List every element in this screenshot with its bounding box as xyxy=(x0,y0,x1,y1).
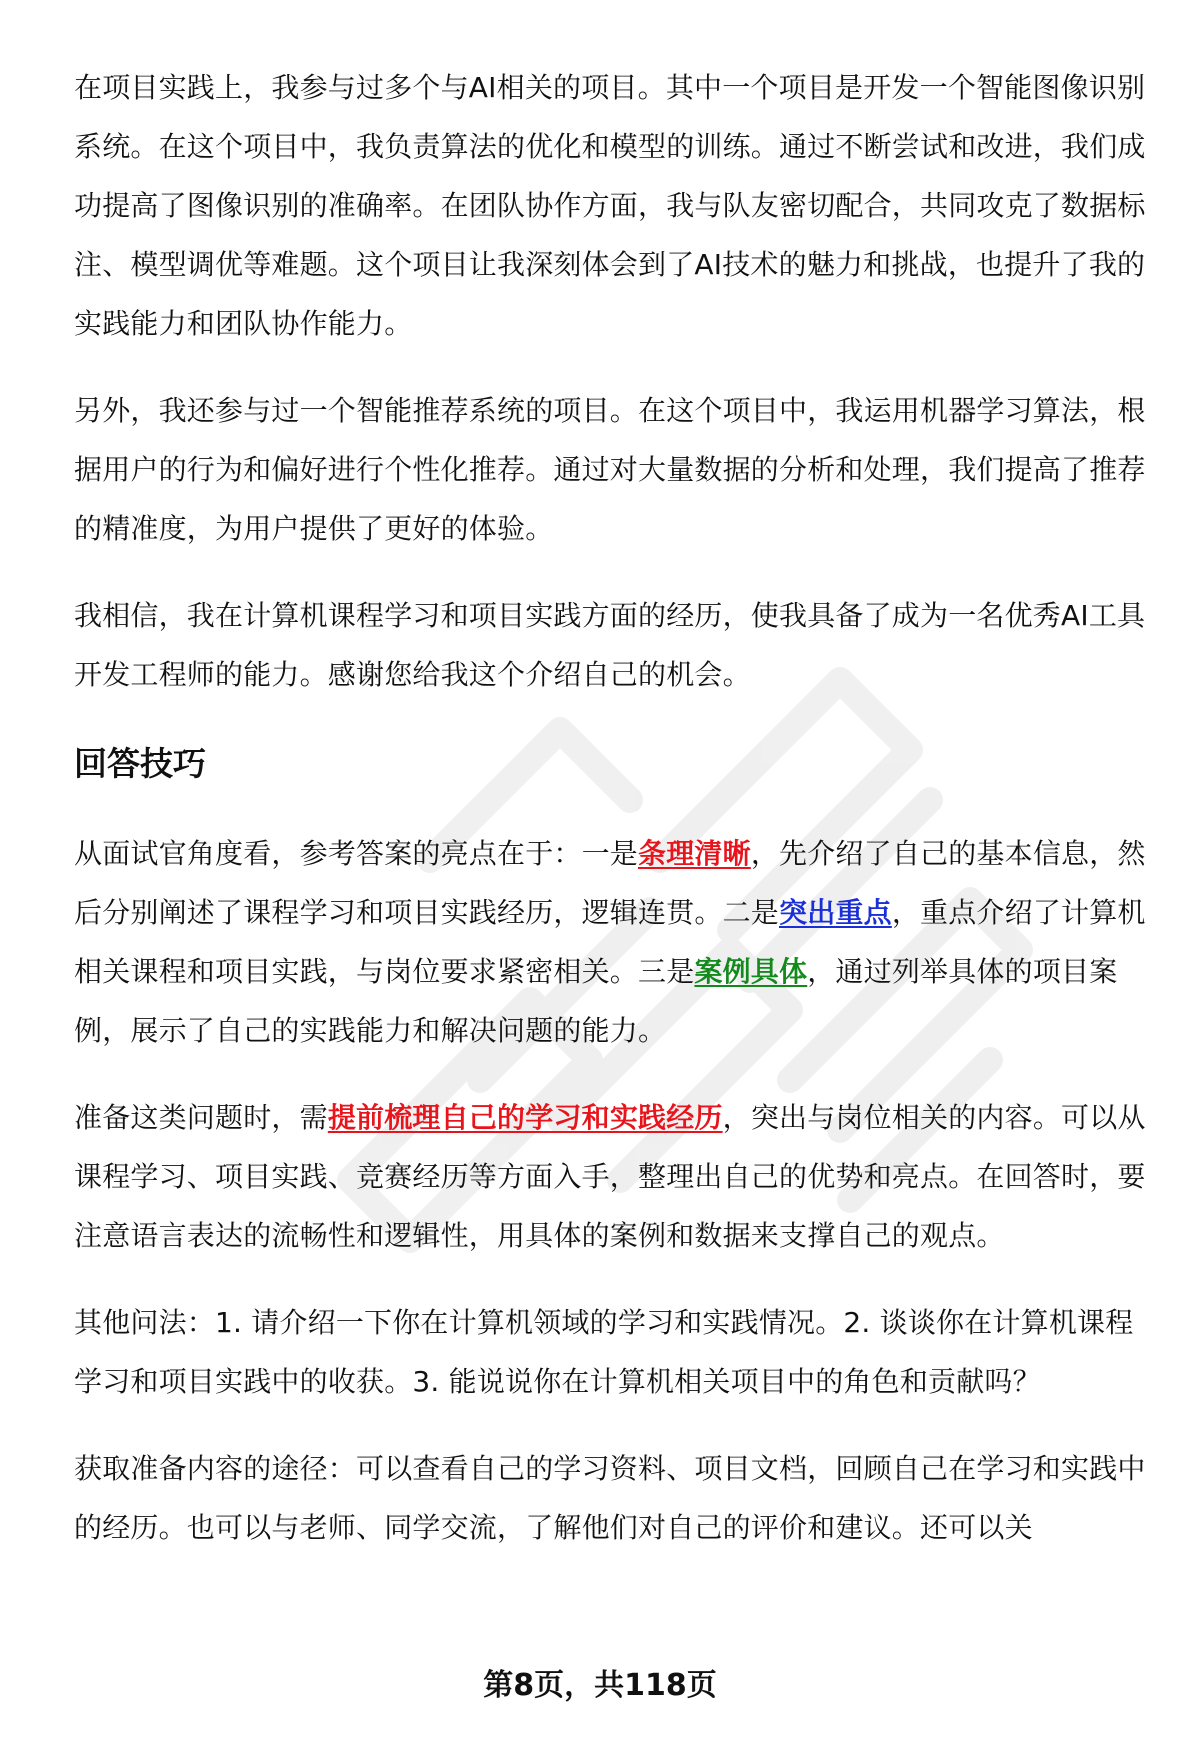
text-segment: ，通过列举具体的项目案例，展示了自己的实践能力和解决问题的能力。 xyxy=(74,955,1118,1047)
page-number: 第8页，共118页 xyxy=(483,1668,717,1703)
paragraph-project-practice: 在项目实践上，我参与过多个与AI相关的项目。其中一个项目是开发一个智能图像识别系统。在这个项目中，我负责算法的优化和模型的训练。通过不断尝试和改进，我们成功提高了图像识别的准确率。在团队协作方面，我与队友密切配合，共同攻克了数据标注、模型调优等难题。这个项目让我深刻体会到了AI技术的魅力和挑战，也提升了我的实践能力和团队协作能力。 xyxy=(74,71,1146,340)
paragraph-preparation xyxy=(74,1088,1154,1265)
text-segment: 从面试官角度看，参考答案的亮点在于：一是 xyxy=(74,837,639,870)
highlight-organize-experience: 提前梳理自己的学习和实践经历 xyxy=(327,1101,723,1134)
paragraph-preparation-sources: 获取准备内容的途径：可以查看自己的学习资料、项目文档，回顾自己在学习和实践中的经历。也可以与老师、同学交流，了解他们对自己的评价和建议。还可以关 xyxy=(74,1452,1146,1544)
highlight-key-points: 突出重点 xyxy=(779,896,892,929)
section-heading: 回答技巧 xyxy=(74,744,206,783)
highlight-concrete-cases: 案例具体 xyxy=(694,955,808,988)
text-segment: ，重点介绍了计算机相关课程和项目实践，与岗位要求紧密相关。三是 xyxy=(74,896,1146,988)
main-content xyxy=(74,58,1154,1585)
text-segment: ，突出与岗位相关的内容。可以从课程学习、项目实践、竞赛经历等方面入手，整理出自己的优势和亮点。在回答时，要注意语言表达的流畅性和逻辑性，用具体的案例和数据来支撑自己的观点。 xyxy=(74,1101,1146,1252)
paragraph-other-questions: 其他问法：1. 请介绍一下你在计算机领域的学习和实践情况。2. 谈谈你在计算机课程学习和项目实践中的收获。3. 能说说你在计算机相关项目中的角色和贡献吗？ xyxy=(74,1306,1134,1398)
highlight-clear-structure: 条理清晰 xyxy=(638,837,751,870)
text-segment: ，先介绍了自己的基本信息，然后分别阐述了课程学习和项目实践经历，逻辑连贯。二是 xyxy=(74,837,1146,929)
paragraph-recommendation-project: 另外，我还参与过一个智能推荐系统的项目。在这个项目中，我运用机器学习算法，根据用户的行为和偏好进行个性化推荐。通过对大量数据的分析和处理，我们提高了推荐的精准度，为用户提供了更好的体验。 xyxy=(74,394,1146,545)
paragraph-conclusion: 我相信，我在计算机课程学习和项目实践方面的经历，使我具备了成为一名优秀AI工具开发工程师的能力。感谢您给我这个介绍自己的机会。 xyxy=(74,599,1146,691)
paragraph-highlights xyxy=(74,824,1154,1060)
text-segment: 准备这类问题时，需 xyxy=(74,1101,328,1134)
